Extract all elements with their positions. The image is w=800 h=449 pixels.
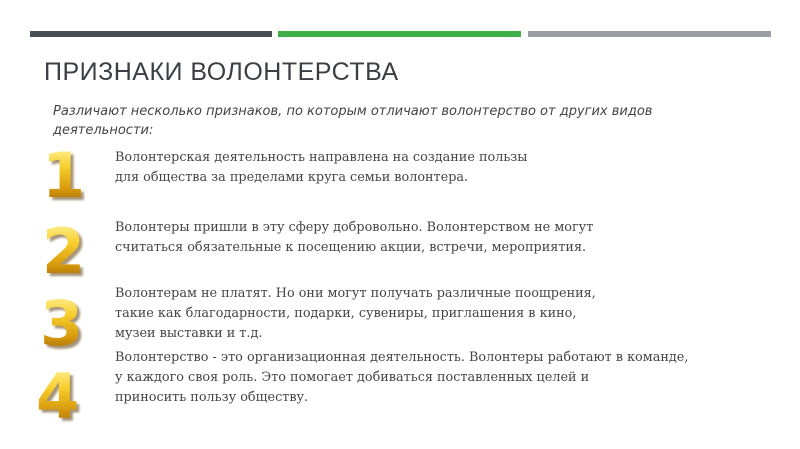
item-4-line-2: у каждого своя роль. Это помогает добиваться поставленных целей и — [115, 370, 590, 385]
header-bar-dark — [30, 31, 272, 37]
item-3-text — [115, 284, 596, 344]
number-two-icon: 2 — [42, 215, 86, 288]
item-1-text — [115, 148, 527, 188]
item-3-line-3: музеи выставки и т.д. — [115, 326, 263, 341]
item-4-line-1: Волонтерство - это организационная деятельность. Волонтеры работают в команде, — [115, 350, 689, 365]
intro-text: Различают несколько признаков, по которым отличают волонтерство от других видов деятельности: — [53, 104, 653, 138]
slide-title: ПРИЗНАКИ ВОЛОНТЕРСТВА — [44, 58, 399, 86]
header-bar-gray — [528, 31, 771, 37]
number-one-icon: 1 — [42, 139, 86, 212]
header-bar-green — [278, 31, 521, 37]
number-four-icon: 4 — [36, 360, 80, 433]
item-1-line-2: для общества за пределами круга семьи волонтера. — [115, 170, 469, 185]
item-2-line-2: считаться обязательные к посещению акции, встречи, мероприятия. — [115, 240, 587, 255]
item-2-line-1: Волонтеры пришли в эту сферу добровольно. Волонтерством не могут — [115, 220, 594, 235]
item-4-line-3: приносить пользу обществу. — [115, 390, 309, 405]
item-1-line-1: Волонтерская деятельность направлена на создание пользы — [115, 150, 528, 165]
item-2-text — [115, 218, 593, 258]
item-3-line-1: Волонтерам не платят. Но они могут получать различные поощрения, — [115, 286, 596, 301]
item-3-line-2: такие как благодарности, подарки, сувениры, приглашения в кино, — [115, 306, 577, 321]
item-4-text — [115, 348, 688, 408]
number-three-icon: 3 — [40, 287, 84, 360]
